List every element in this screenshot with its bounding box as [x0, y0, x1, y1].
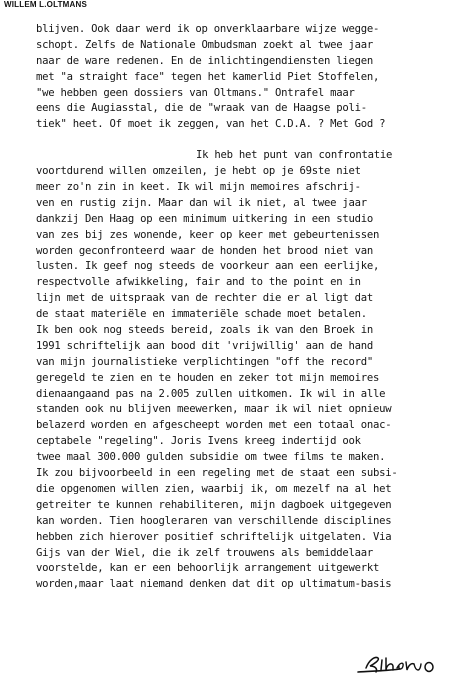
paragraph-spacer [36, 133, 448, 148]
text-line: ven en rustig zijn. Maar dan wil ik niet, al twee jaar [36, 196, 367, 209]
text-line: voorstelde, kan er een behoorlijk arrangement uitgewerkt [36, 562, 380, 575]
text-line: geregeld te zien en te houden en zeker tot mijn memoires [36, 371, 380, 384]
text-line: naar de ware redenen. En de inlichtingendiensten liegen [36, 54, 374, 67]
text-line: standen ook nu blijven meewerken, maar ik wil niet opnieuw [36, 403, 392, 416]
text-line: ceptabele "regeling". Joris Ivens kreeg indertijd ook [36, 435, 361, 448]
text-line: belazerd worden en afgescheept worden met een totaal onac- [36, 419, 392, 432]
text-line: tiek" heet. Of moet ik zeggen, van het C.D.A. ? Met God ? [36, 118, 386, 131]
text-line: de staat materiële en immateriële schade moet betalen. [36, 308, 367, 321]
text-line: van mijn journalistieke verplichtingen "off the record" [36, 355, 374, 368]
text-line: met "a straight face" tegen het kamerlid Piet Stoffelen, [36, 70, 380, 83]
text-line: Ik ben ook nog steeds bereid, zoals ik van den Broek in [36, 324, 374, 337]
text-line: respectvolle afwikkeling, fair and to the point en in [36, 276, 361, 289]
text-line: worden geconfronteerd waar de honden het brood niet van [36, 244, 374, 257]
text-line: van zes bij zes wonende, keer op keer met gebeurtenissen [36, 228, 380, 241]
text-line: die opgenomen willen zien, waarbij ik, om mezelf na al het [36, 482, 392, 495]
running-head: WILLEM L.OLTMANS [4, 0, 88, 9]
text-line: dienaangaand pas na 2.005 zullen uitkomen. Ik wil in alle [36, 387, 386, 400]
paragraph-2 [36, 148, 448, 593]
text-line-indented: Ik heb het punt van confrontatie [196, 149, 393, 162]
text-line: lusten. Ik geef nog steeds de voorkeur aan een eerlijke, [36, 260, 380, 273]
text-line: twee maal 300.000 gulden subsidie om twee films te maken. [36, 451, 386, 464]
text-line: "we hebben geen dossiers van Oltmans." Ontrafel maar [36, 86, 355, 99]
text-line: schopt. Zelfs de Nationale Ombudsman zoekt al twee jaar [36, 38, 374, 51]
paragraph-1 [36, 22, 448, 133]
text-line: eens die Augiasstal, die de "wraak van de Haagse poli- [36, 102, 367, 115]
text-line: lijn met de uitspraak van de rechter die er al ligt dat [36, 292, 374, 305]
handwritten-signature [356, 652, 436, 678]
text-line: voortdurend willen omzeilen, je hebt op je 69ste niet [36, 165, 361, 178]
text-line: Ik zou bijvoorbeeld in een regeling met de staat een subsi- [36, 467, 398, 480]
text-line: getreiter te kunnen rehabiliteren, mijn dagboek uitgegeven [36, 498, 392, 511]
text-line: blijven. Ook daar werd ik op onverklaarbare wijze wegge- [36, 23, 380, 35]
text-line: kan worden. Tien hoogleraren van verschillende disciplines [36, 514, 392, 527]
text-line: 1991 schriftelijk aan bood dit 'vrijwillig' aan de hand [36, 339, 374, 352]
letter-body [36, 22, 448, 593]
text-line: worden,maar laat niemand denken dat dit op ultimatum-basis [36, 578, 392, 591]
text-line: meer zo'n zin in keet. Ik wil mijn memoires afschrij- [36, 181, 361, 194]
text-line: Gijs van der Wiel, die ik zelf trouwens als bemiddelaar [36, 546, 374, 559]
text-line: hebben zich hierover positief schriftelijk uitgelaten. Via [36, 530, 392, 543]
text-line: dankzij Den Haag op een minimum uitkering in een studio [36, 212, 374, 225]
